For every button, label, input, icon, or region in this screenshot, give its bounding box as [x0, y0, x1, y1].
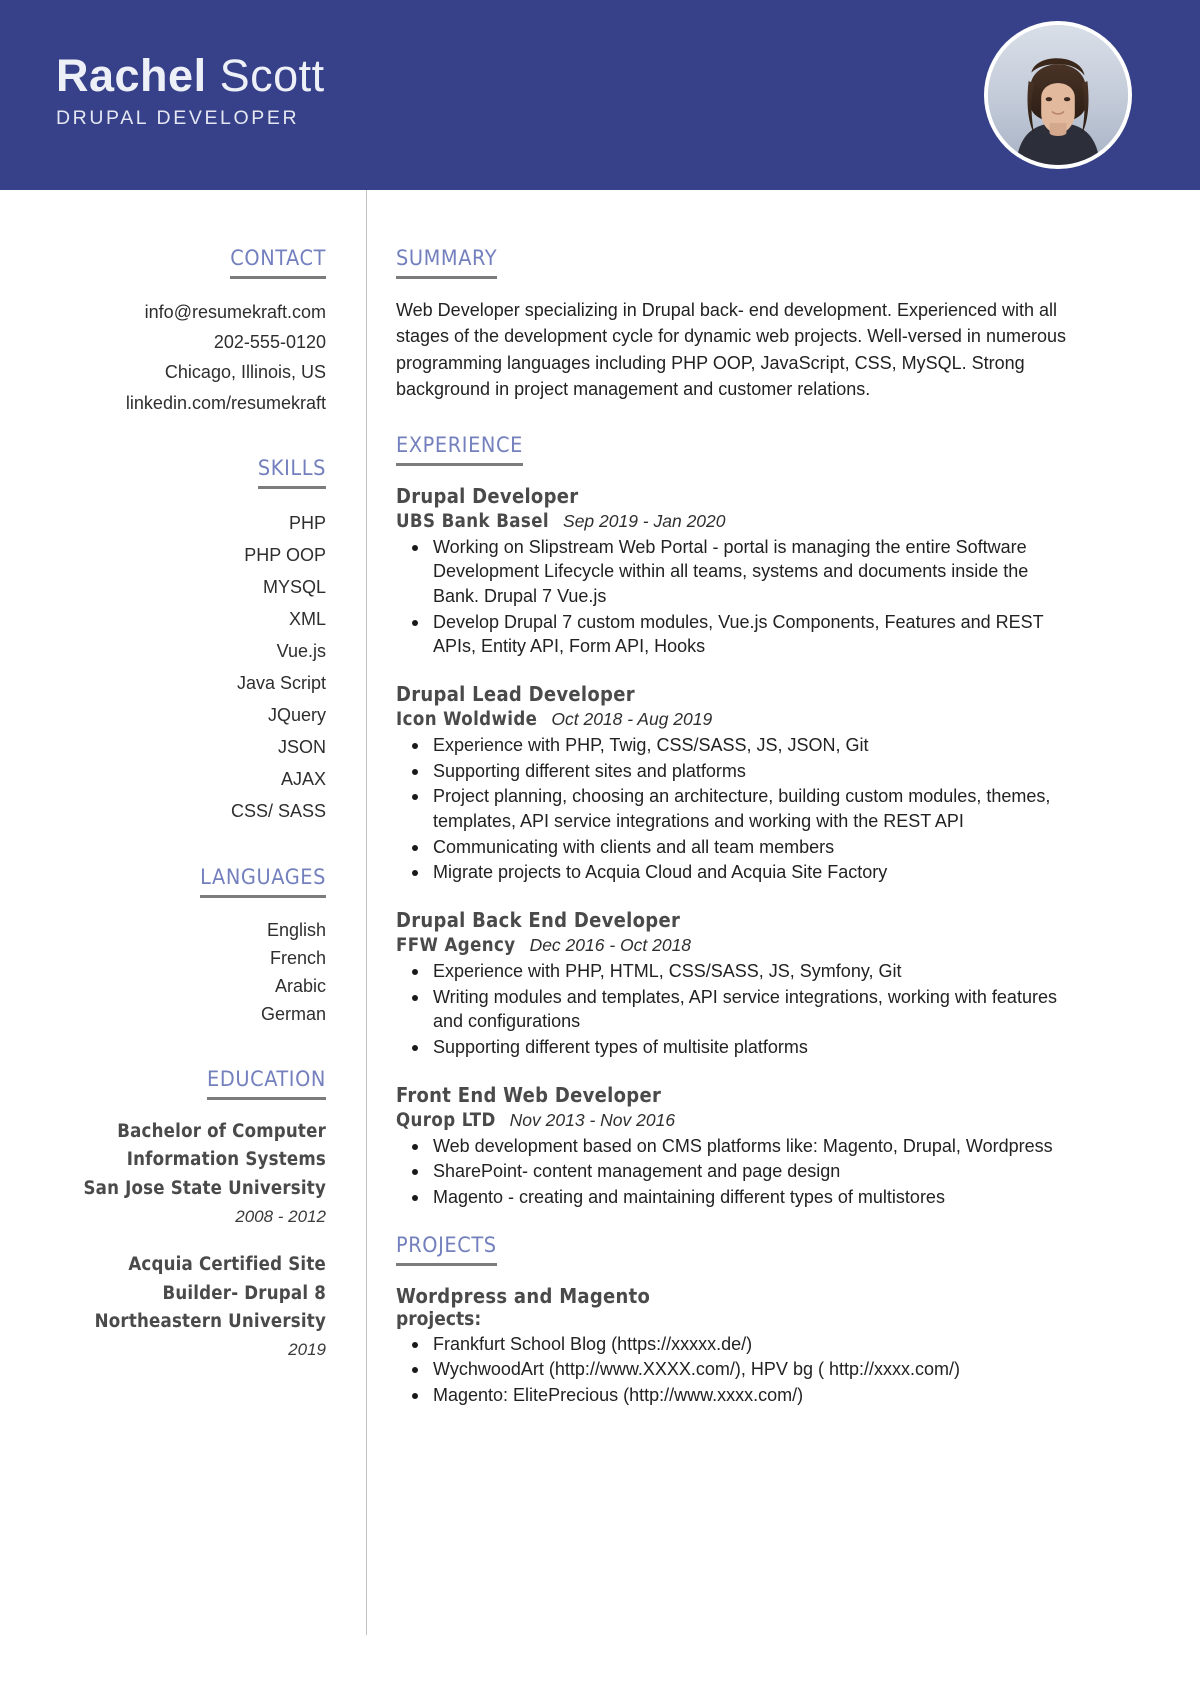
bullet-item: SharePoint- content management and page design — [396, 1159, 1070, 1184]
projects-heading-wrap — [396, 1233, 1070, 1266]
languages-heading: LANGUAGES — [200, 865, 326, 898]
bullet-item: Migrate projects to Acquia Cloud and Acquia Site Factory — [396, 860, 1070, 885]
project-subtitle: projects: — [396, 1307, 482, 1330]
bullet-item: Communicating with clients and all team members — [396, 835, 1070, 860]
experience-dates: Sep 2019 - Jan 2020 — [563, 510, 726, 531]
bullet-item: Project planning, choosing an architecture, building custom modules, themes, templates, API service integrations and working with the REST API — [396, 784, 1070, 833]
contact-heading: CONTACT — [230, 246, 326, 279]
skills-section — [0, 456, 326, 827]
bullet-item: Develop Drupal 7 custom modules, Vue.js Components, Features and REST APIs, Entity API, Form API, Hooks — [396, 610, 1070, 659]
contact-email[interactable]: info@resumekraft.com — [144, 302, 326, 322]
summary-heading: SUMMARY — [396, 246, 497, 279]
experience-dates: Nov 2013 - Nov 2016 — [509, 1109, 676, 1130]
header-job-title: DRUPAL DEVELOPER — [56, 106, 300, 129]
experience-meta — [396, 709, 1070, 730]
avatar-image — [988, 25, 1128, 165]
education-entry — [0, 1251, 326, 1363]
experience-job-title: Drupal Back End Developer — [396, 908, 681, 933]
experience-job-title: Drupal Lead Developer — [396, 682, 635, 707]
person-photo-icon — [988, 25, 1128, 165]
projects-heading: PROJECTS — [396, 1233, 497, 1266]
skills-heading: SKILLS — [258, 456, 326, 489]
bullet-item: Working on Slipstream Web Portal - portal is managing the entire Software Development Lifecycle within all teams, systems and documents inside the Bank. Drupal 7 Vue.js — [396, 535, 1070, 609]
education-years: 2008 - 2012 — [235, 1206, 326, 1226]
language-item: Arabic — [274, 976, 326, 997]
project-bullets — [396, 1332, 1070, 1408]
education-school: San Jose State University — [83, 1177, 326, 1199]
skill-item: AJAX — [280, 769, 326, 790]
resume-body — [0, 190, 1200, 1409]
skill-item: JSON — [277, 737, 326, 758]
experience-company: Icon Woldwide — [396, 709, 538, 731]
last-name: Scott — [219, 50, 325, 102]
skill-item: PHP OOP — [244, 544, 326, 565]
experience-meta — [396, 935, 1070, 956]
experience-company: UBS Bank Basel — [396, 510, 550, 532]
bullet-item: WychwoodArt (http://www.XXXX.com/), HPV bg ( http://xxxx.com/) — [396, 1357, 1070, 1382]
experience-heading: EXPERIENCE — [396, 433, 523, 466]
project-title: Wordpress and Magento — [396, 1283, 651, 1308]
experience-dates: Dec 2016 - Oct 2018 — [529, 935, 692, 956]
resume-header — [0, 0, 1200, 190]
experience-job-title: Drupal Developer — [396, 483, 579, 508]
summary-section — [396, 246, 1070, 403]
first-name: Rachel — [56, 50, 207, 102]
avatar — [984, 21, 1132, 169]
bullet-item: Web development based on CMS platforms like: Magento, Drupal, Wordpress — [396, 1134, 1070, 1159]
experience-dates: Oct 2018 - Aug 2019 — [551, 709, 713, 730]
page-title — [56, 52, 325, 100]
skill-item: PHP — [288, 512, 326, 533]
skill-item: XML — [288, 609, 326, 630]
education-entry — [0, 1118, 326, 1230]
bullet-item: Supporting different types of multisite platforms — [396, 1035, 1070, 1060]
language-item: German — [260, 1004, 326, 1025]
header-text-block — [56, 52, 325, 138]
bullet-item: Magento: ElitePrecious (http://www.xxxx.com/) — [396, 1383, 1070, 1408]
experience-bullets — [396, 1134, 1070, 1210]
bullet-item: Frankfurt School Blog (https://xxxxx.de/) — [396, 1332, 1070, 1357]
bullet-item: Experience with PHP, HTML, CSS/SASS, JS, Symfony, Git — [396, 959, 1070, 984]
experience-bullets — [396, 959, 1070, 1060]
skill-item: CSS/ SASS — [230, 801, 326, 822]
contact-location: Chicago, Illinois, US — [164, 362, 326, 383]
experience-heading-wrap — [396, 433, 1070, 466]
education-degree-line: Builder- Drupal 8 — [162, 1282, 326, 1304]
experience-entry — [396, 1083, 1070, 1210]
projects-section — [396, 1233, 1070, 1408]
column-divider — [366, 190, 367, 1635]
experience-meta — [396, 1110, 1070, 1131]
language-item: English — [266, 920, 326, 941]
skill-item: Vue.js — [276, 641, 326, 662]
education-heading: EDUCATION — [207, 1067, 326, 1100]
skill-item: JQuery — [267, 705, 326, 726]
education-degree-line: Bachelor of Computer — [117, 1120, 326, 1142]
bullet-item: Experience with PHP, Twig, CSS/SASS, JS, JSON, Git — [396, 733, 1070, 758]
main-column — [366, 246, 1200, 1409]
experience-entry — [396, 484, 1070, 659]
experience-job-title: Front End Web Developer — [396, 1082, 662, 1107]
skill-item: Java Script — [236, 673, 326, 694]
languages-section — [0, 865, 326, 1028]
experience-company: FFW Agency — [396, 935, 516, 957]
experience-company: Qurop LTD — [396, 1109, 496, 1131]
education-section — [0, 1067, 326, 1363]
experience-entry — [396, 682, 1070, 885]
bullet-item: Writing modules and templates, API service integrations, working with features and configurations — [396, 985, 1070, 1034]
education-degree-line: Acquia Certified Site — [128, 1254, 326, 1276]
experience-meta — [396, 511, 1070, 532]
skills-heading-wrap — [0, 456, 326, 489]
contact-linkedin[interactable]: linkedin.com/resumekraft — [125, 392, 326, 413]
summary-heading-wrap — [396, 246, 1070, 279]
skill-item: MYSQL — [262, 577, 326, 597]
experience-entry — [396, 908, 1070, 1060]
language-item: French — [269, 948, 326, 969]
education-school: Northeastern University — [94, 1311, 326, 1333]
contact-section — [0, 246, 326, 418]
education-years: 2019 — [288, 1340, 326, 1360]
bullet-item: Magento - creating and maintaining different types of multistores — [396, 1185, 1070, 1210]
summary-text: Web Developer specializing in Drupal back- end development. Experienced with all stages of the development cycle for dynamic web projects. Well-versed in numerous programming languages including PHP OOP, JavaScript, CSS, MySQL. Strong background in project management and customer relations. — [396, 300, 1066, 400]
sidebar — [0, 246, 366, 1409]
bullet-item: Supporting different sites and platforms — [396, 759, 1070, 784]
education-heading-wrap — [0, 1067, 326, 1100]
contact-heading-wrap — [0, 246, 326, 279]
languages-heading-wrap — [0, 865, 326, 898]
education-degree-line: Information Systems — [126, 1149, 326, 1171]
experience-section — [396, 433, 1070, 1210]
contact-phone[interactable]: 202-555-0120 — [213, 332, 326, 353]
experience-bullets — [396, 535, 1070, 659]
experience-bullets — [396, 733, 1070, 885]
